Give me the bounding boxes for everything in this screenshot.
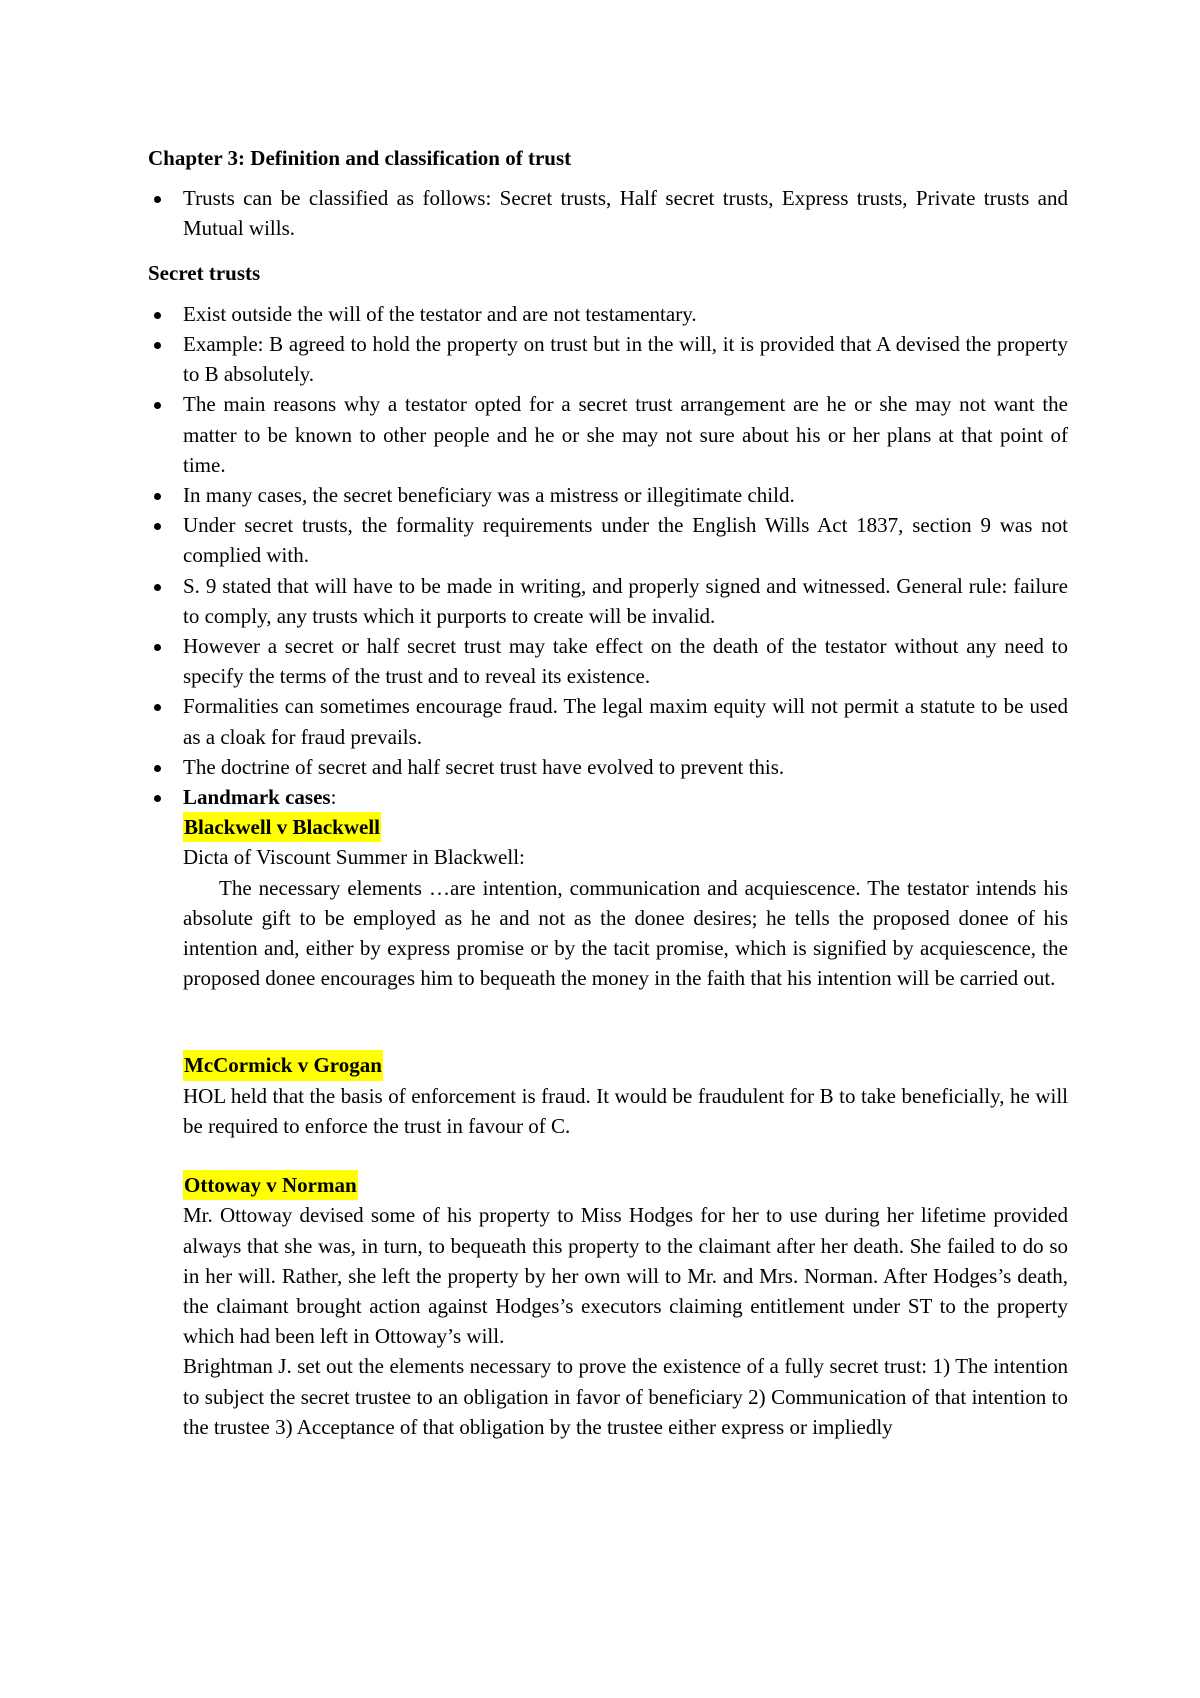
bullet-icon (154, 342, 161, 349)
bullet-icon (154, 493, 161, 500)
bullet-text: However a secret or half secret trust may take effect on the death of the testator without any need to specify the terms of the trust and to reveal its existence. (183, 634, 1068, 689)
list-item (148, 329, 1068, 389)
bullet-text: Trusts can be classified as follows: Secret trusts, Half secret trusts, Express trusts, Private trusts and Mutual wills. (183, 186, 1068, 241)
case-quote: The necessary elements …are intention, communication and acquiescence. The testator intends his absolute gift to be employed as he and not as the donee desires; he tells the proposed donee of his intention and, either by express promise or by the tacit promise, which is signified by acquiescence, the proposed donee encourages him to bequeath the money in the faith that his intention will be carried out. (183, 875, 1068, 991)
bullet-icon (154, 795, 161, 802)
list-item (148, 299, 1068, 329)
spacer (148, 993, 1068, 1050)
case-title-blackwell: Blackwell v Blackwell (183, 812, 381, 842)
list-item-landmark-cases (148, 782, 1068, 812)
list-item (148, 389, 1068, 480)
landmark-cases-colon: : (330, 785, 337, 810)
case-elements: Brightman J. set out the elements necessary to prove the existence of a fully secret trust: 1) The intention to subject the secret trustee to an obligation in favor of beneficiary 2) Communication of that intention to the trustee 3) Acceptance of that obligation by the trustee either express or impliedly (183, 1354, 1068, 1439)
bullet-icon (154, 584, 161, 591)
case-title-mccormick: McCormick v Grogan (183, 1050, 383, 1080)
document-body (148, 143, 1068, 1442)
bullet-text: In many cases, the secret beneficiary was a mistress or illegitimate child. (183, 483, 795, 508)
case-text: HOL held that the basis of enforcement is fraud. It would be fraudulent for B to take beneficially, he will be required to enforce the trust in favour of C. (183, 1083, 1068, 1138)
case-text: Mr. Ottoway devised some of his property to Miss Hodges for her to use during her lifetime provided always that she was, in turn, to bequeath this property to the claimant after her death. She failed to do so in her will. Rather, she left the property by her own will to Mr. and Mrs. Norman. After Hodges’s death, the claimant brought action against Hodges’s executors claiming entitlement under ST to the property which had been left in Ottoway’s will. (183, 1203, 1068, 1349)
case-ottoway (148, 1170, 1068, 1442)
bullet-icon (154, 644, 161, 651)
bullet-text: Formalities can sometimes encourage fraud. The legal maxim equity will not permit a statute to be used as a cloak for fraud prevails. (183, 694, 1068, 749)
bullet-text: Example: B agreed to hold the property on trust but in the will, it is provided that A devised the property to B absolutely. (183, 332, 1068, 387)
list-item (148, 480, 1068, 510)
bullet-icon (154, 765, 161, 772)
secret-trusts-bullet-list (148, 299, 1068, 812)
bullet-icon (154, 312, 161, 319)
list-item (148, 183, 1068, 243)
list-item (148, 631, 1068, 691)
bullet-icon (154, 523, 161, 530)
bullet-text: S. 9 stated that will have to be made in writing, and properly signed and witnessed. General rule: failure to comply, any trusts which it purports to create will be invalid. (183, 573, 1068, 628)
case-title-ottoway: Ottoway v Norman (183, 1170, 358, 1200)
section-heading-secret-trusts: Secret trusts (148, 260, 261, 285)
case-intro: Dicta of Viscount Summer in Blackwell: (183, 845, 525, 870)
bullet-icon (154, 402, 161, 409)
bullet-text: Under secret trusts, the formality requirements under the English Wills Act 1837, section 9 was not complied with. (183, 513, 1068, 568)
bullet-text: Exist outside the will of the testator and are not testamentary. (183, 301, 697, 326)
case-blackwell (148, 812, 1068, 993)
case-mccormick (148, 1050, 1068, 1141)
list-item (148, 752, 1068, 782)
bullet-text: The doctrine of secret and half secret trust have evolved to prevent this. (183, 754, 785, 779)
list-item (148, 571, 1068, 631)
bullet-text: The main reasons why a testator opted for a secret trust arrangement are he or she may not want the matter to be known to other people and he or she may not sure about his or her plans at that point of time. (183, 392, 1068, 477)
list-item (148, 691, 1068, 751)
intro-bullet-list (148, 183, 1068, 243)
bullet-icon (154, 196, 161, 203)
bullet-icon (154, 704, 161, 711)
landmark-cases-label: Landmark cases (183, 785, 331, 810)
chapter-title: Chapter 3: Definition and classification of trust (148, 146, 572, 170)
spacer (148, 1141, 1068, 1170)
list-item (148, 510, 1068, 570)
